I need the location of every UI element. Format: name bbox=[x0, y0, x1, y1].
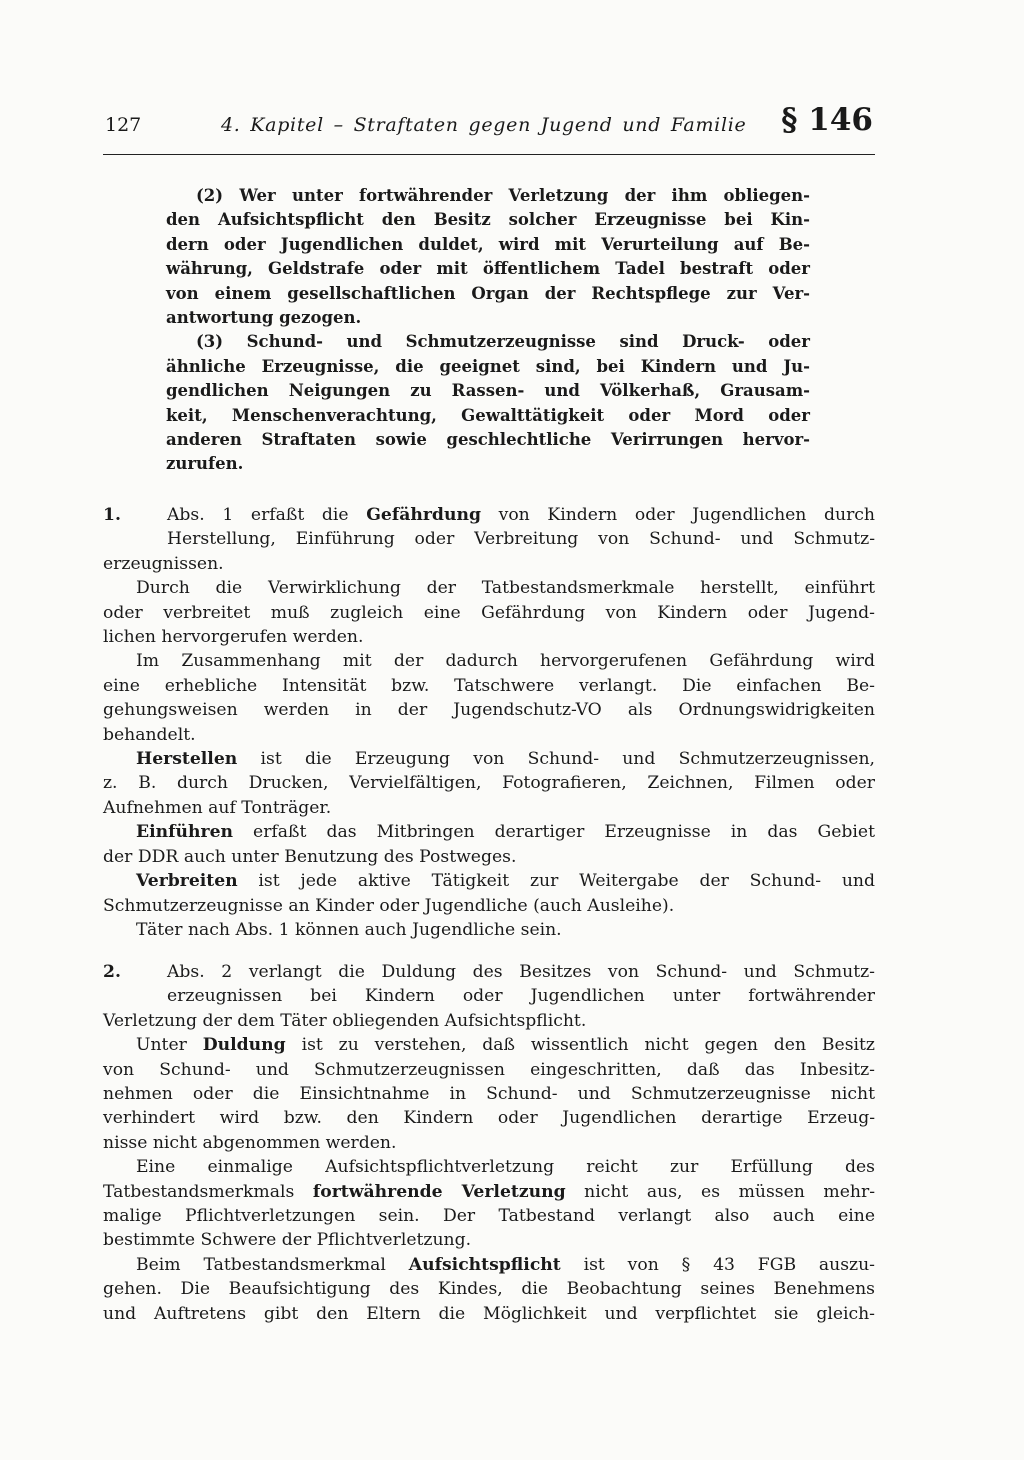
text-line: eine erhebliche Intensität bzw. Tatschwere verlangt. Die einfachen Be- bbox=[103, 675, 875, 696]
law-line: antwortung gezogen. bbox=[166, 308, 362, 328]
text-line: nisse nicht abgenommen werden. bbox=[103, 1132, 397, 1153]
text-line: lichen hervorgerufen werden. bbox=[103, 627, 364, 648]
text-line: gehen. Die Beaufsichtigung des Kindes, die Beobachtung seines Benehmens bbox=[103, 1279, 875, 1300]
law-line: ähnliche Erzeugnisse, die geeignet sind, bei Kindern und Ju- bbox=[166, 356, 810, 376]
law-line: keit, Menschenverachtung, Gewalttätigkeit oder Mord oder bbox=[166, 405, 810, 425]
text-line: Schmutzerzeugnisse an Kinder oder Jugendliche (auch Ausleihe). bbox=[103, 895, 675, 916]
comment-2 bbox=[103, 960, 875, 1326]
text-line: Herstellung, Einführung oder Verbreitung von Schund- und Schmutz- bbox=[167, 529, 875, 550]
text-line: Eine einmalige Aufsichtspflichtverletzung reicht zur Erfüllung des bbox=[136, 1157, 875, 1178]
law-text bbox=[166, 184, 810, 477]
law-line: gendlichen Neigungen zu Rassen- und Völkerhaß, Grausam- bbox=[166, 381, 810, 401]
text-line: oder verbreitet muß zugleich eine Gefährdung von Kindern oder Jugend- bbox=[103, 602, 875, 623]
text-line: erzeugnissen bei Kindern oder Jugendlichen unter fortwährender bbox=[167, 986, 875, 1007]
page-number: 127 bbox=[105, 114, 142, 136]
section-number: § 146 bbox=[781, 102, 873, 138]
text-line: Aufnehmen auf Tonträger. bbox=[103, 797, 332, 818]
text-line: Täter nach Abs. 1 können auch Jugendliche sein. bbox=[136, 919, 562, 940]
text-line: Abs. 1 erfaßt die Gefährdung von Kindern oder Jugendlichen durch bbox=[167, 505, 875, 525]
text-line: Einführen erfaßt das Mitbringen derartiger Erzeugnisse in das Gebiet bbox=[136, 822, 875, 843]
text-line: erzeugnissen. bbox=[103, 553, 224, 574]
text-line: der DDR auch unter Benutzung des Postweges. bbox=[103, 846, 517, 867]
law-line: währung, Geldstrafe oder mit öffentlichem Tadel bestraft oder bbox=[166, 259, 810, 279]
text-line: gehungsweisen werden in der Jugendschutz-VO als Ordnungswidrigkeiten bbox=[103, 700, 875, 721]
text-line: Tatbestandsmerkmals fortwährende Verletzung nicht aus, es müssen mehr- bbox=[103, 1181, 875, 1202]
text-line: Herstellen ist die Erzeugung von Schund- und Schmutzerzeugnissen, bbox=[136, 749, 875, 770]
text-line: Im Zusammenhang mit der dadurch hervorgerufenen Gefährdung wird bbox=[136, 651, 875, 672]
page-header bbox=[103, 102, 875, 155]
law-line: (3) Schund- und Schmutzerzeugnisse sind Druck- oder bbox=[196, 332, 810, 352]
law-line: dern oder Jugendlichen duldet, wird mit Verurteilung auf Be- bbox=[166, 234, 810, 254]
text-line: Verbreiten ist jede aktive Tätigkeit zur Weitergabe der Schund- und bbox=[136, 871, 875, 892]
law-line: anderen Straftaten sowie geschlechtliche Verirrungen hervor- bbox=[166, 430, 810, 450]
text-line: z. B. durch Drucken, Vervielfältigen, Fotografieren, Zeichnen, Filmen oder bbox=[103, 773, 875, 794]
text-line: und Auftretens gibt den Eltern die Möglichkeit und verpflichtet sie gleich- bbox=[103, 1303, 875, 1324]
text-line: Durch die Verwirklichung der Tatbestandsmerkmale herstellt, einführt bbox=[136, 578, 875, 599]
law-line: zurufen. bbox=[166, 454, 244, 474]
law-line: den Aufsichtspflicht den Besitz solcher Erzeugnisse bei Kin- bbox=[166, 210, 810, 230]
chapter-title: 4. Kapitel – Straftaten gegen Jugend und Familie bbox=[221, 114, 747, 136]
text-line: Unter Duldung ist zu verstehen, daß wissentlich nicht gegen den Besitz bbox=[136, 1035, 875, 1056]
text-line: bestimmte Schwere der Pflichtverletzung. bbox=[103, 1230, 472, 1251]
text-line: malige Pflichtverletzungen sein. Der Tatbestand verlangt also auch eine bbox=[103, 1206, 875, 1227]
text-line: von Schund- und Schmutzerzeugnissen eingeschritten, daß das Inbesitz- bbox=[103, 1059, 875, 1080]
law-line: von einem gesellschaftlichen Organ der Rechtspflege zur Ver- bbox=[166, 283, 810, 303]
text-line: behandelt. bbox=[103, 724, 196, 745]
text-line: Verletzung der dem Täter obliegenden Aufsichtspflicht. bbox=[103, 1010, 587, 1031]
text-line: Beim Tatbestandsmerkmal Aufsichtspflicht ist von § 43 FGB auszu- bbox=[136, 1254, 875, 1275]
comment-number: 2. bbox=[103, 962, 121, 982]
text-line: verhindert wird bzw. den Kindern oder Jugendlichen derartige Erzeug- bbox=[103, 1108, 875, 1129]
law-line: (2) Wer unter fortwährender Verletzung der ihm obliegen- bbox=[196, 186, 810, 205]
text-line: Abs. 2 verlangt die Duldung des Besitzes von Schund- und Schmutz- bbox=[167, 962, 875, 982]
comment-number: 1. bbox=[103, 505, 121, 525]
comment-1 bbox=[103, 503, 875, 942]
text-line: nehmen oder die Einsichtnahme in Schund- und Schmutzerzeugnisse nicht bbox=[103, 1084, 875, 1105]
